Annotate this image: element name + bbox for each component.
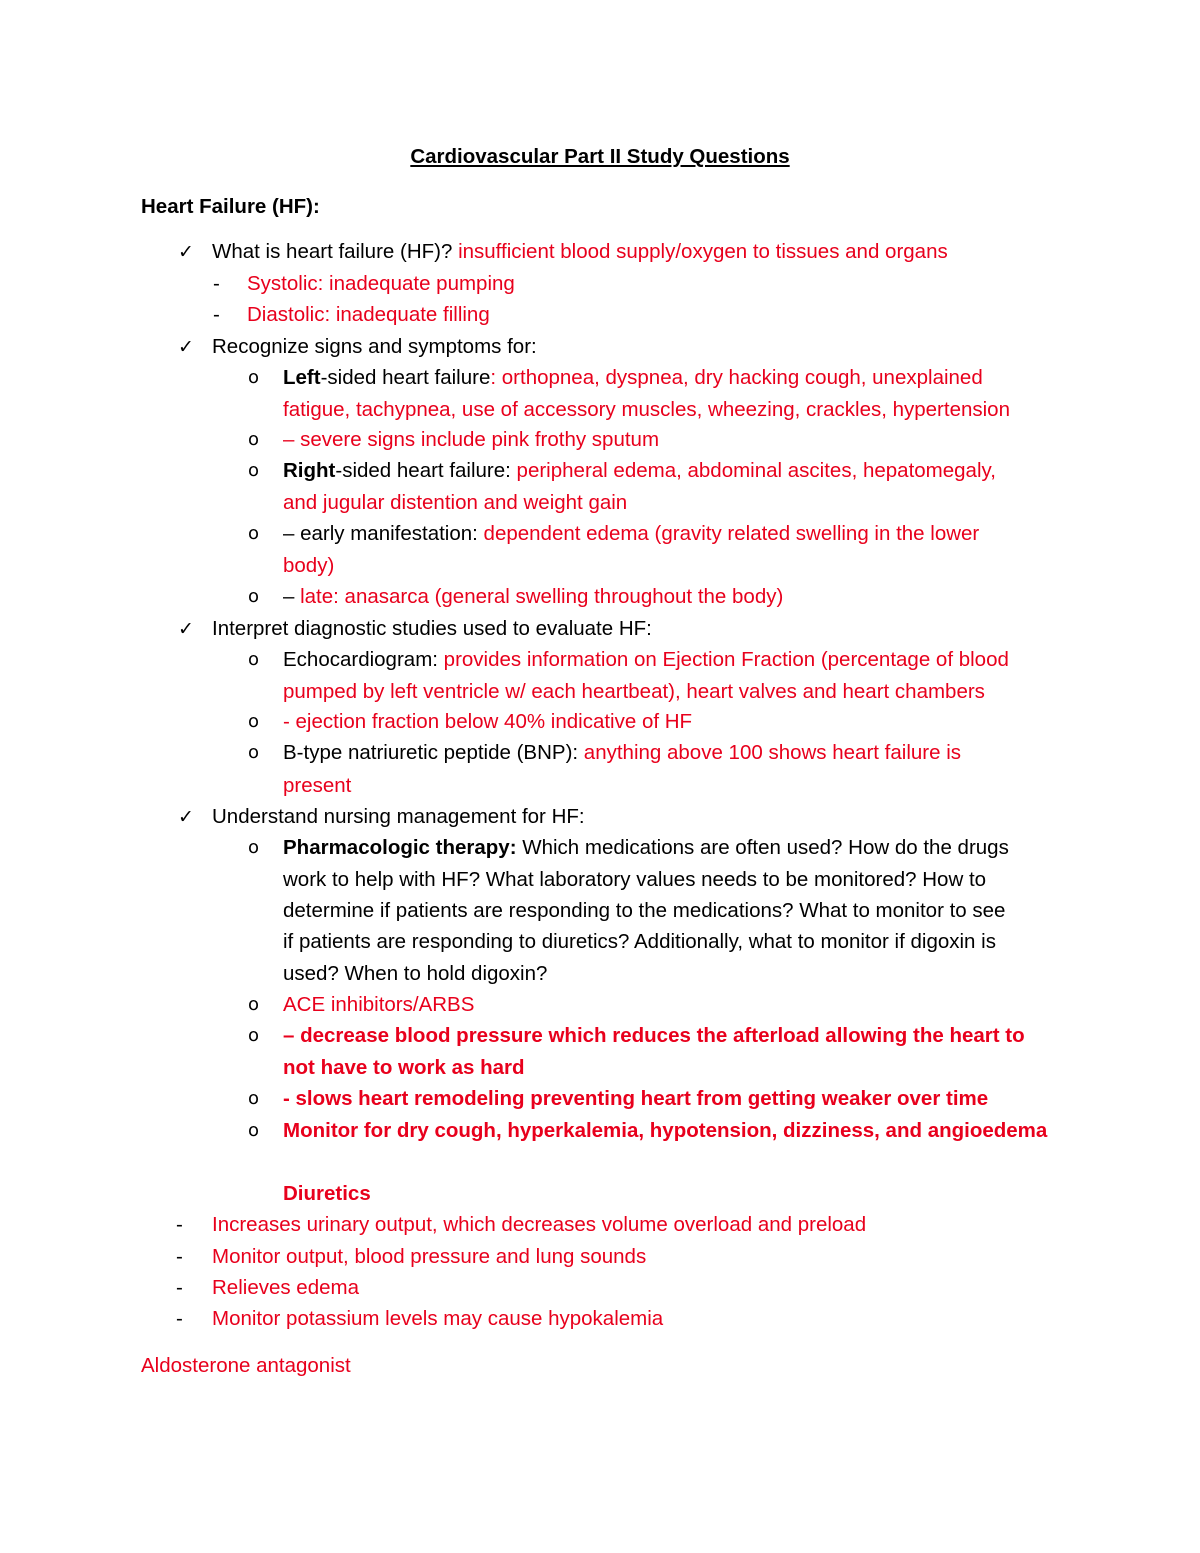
ace-heading: ACE inhibitors/ARBS [283,993,475,1016]
q2-question: Recognize signs and symptoms for: [212,335,537,358]
dash-bullet: - [176,1276,183,1299]
late-dash: – [283,585,295,608]
q1-answer: insufficient blood supply/oxygen to tissues and organs [452,240,948,263]
bnp-answer-2: present [283,774,352,797]
q1-systolic: Systolic: inadequate pumping [247,272,515,295]
left-severe: – severe signs include pink frothy sputum [283,428,660,451]
echo-answer-2: pumped by left ventricle w/ each heartbeat), heart valves and heart chambers [283,680,985,703]
circle-bullet-icon: o [248,1088,260,1109]
pharm-text-5: used? When to hold digoxin? [283,962,548,985]
circle-bullet-icon: o [248,711,260,732]
bnp-answer-1: anything above 100 shows heart failure is [578,741,962,764]
diuretics-heading: Diuretics [283,1182,371,1205]
aldosterone-heading: Aldosterone antagonist [141,1354,351,1377]
pharm-text-1: Which medications are often used? How do the drugs [516,836,1009,859]
ace-bp-2: not have to work as hard [283,1056,525,1079]
circle-bullet-icon: o [248,1025,260,1046]
echo-answer-1: provides information on Ejection Fraction (percentage of blood [437,648,1009,671]
circle-bullet-icon: o [248,429,260,450]
circle-bullet-icon: o [248,742,260,763]
left-bold: Left [283,366,321,389]
left-hf-line-1 [283,365,983,391]
dash-bullet: - [176,1307,183,1330]
late-line [283,584,783,610]
circle-bullet-icon: o [248,523,260,544]
dash-bullet: - [176,1213,183,1236]
right-hf-line-1 [283,458,996,484]
right-text: -sided heart failure: [335,459,511,482]
q4-question: Understand nursing management for HF: [212,805,585,828]
diuretics-item: Monitor potassium levels may cause hypokalemia [212,1307,664,1330]
dash-bullet: - [176,1245,183,1268]
left-answer-2: fatigue, tachypnea, use of accessory muscles, wheezing, crackles, hypertension [283,398,1010,421]
diuretics-item: Monitor output, blood pressure and lung sounds [212,1245,647,1268]
bnp-label: B-type natriuretic peptide (BNP): [283,741,579,764]
circle-bullet-icon: o [248,837,260,858]
q1-diastolic: Diastolic: inadequate filling [247,303,490,326]
left-answer-1: : orthopnea, dyspnea, dry hacking cough, unexplained [490,366,983,389]
ace-remodel: - slows heart remodeling preventing heart from getting weaker over time [283,1087,989,1110]
circle-bullet-icon: o [248,460,260,481]
right-bold: Right [283,459,336,482]
pharm-text-3: determine if patients are responding to the medications? What to monitor to see [283,899,1006,922]
checkmark-icon: ✓ [178,618,194,640]
early-label: – early manifestation: [283,522,478,545]
checkmark-icon: ✓ [178,336,194,358]
q1-question: What is heart failure (HF)? [212,240,453,263]
dash-bullet: - [213,272,220,295]
pharm-bold: Pharmacologic therapy: [283,836,517,859]
left-text: -sided heart failure [320,366,491,389]
page-title: Cardiovascular Part II Study Questions [410,145,790,168]
early-answer-1: dependent edema (gravity related swelling in the lower [477,522,980,545]
dash-bullet: - [213,303,220,326]
checkmark-icon: ✓ [178,241,194,263]
echo-label: Echocardiogram: [283,648,438,671]
echo-line-1 [283,647,1009,673]
ef-note: - ejection fraction below 40% indicative of HF [283,710,693,733]
pharm-text-4: if patients are responding to diuretics? Additionally, what to monitor if digoxin is [283,930,996,953]
circle-bullet-icon: o [248,1120,260,1141]
early-answer-2: body) [283,554,335,577]
diuretics-item: Increases urinary output, which decreases volume overload and preload [212,1213,867,1236]
ace-bp-1: – decrease blood pressure which reduces the afterload allowing the heart to [283,1024,1025,1047]
section-heading: Heart Failure (HF): [141,195,320,218]
bnp-line-1 [283,740,961,766]
q3-question: Interpret diagnostic studies used to evaluate HF: [212,617,652,640]
diuretics-item: Relieves edema [212,1276,359,1299]
right-answer-1: peripheral edema, abdominal ascites, hepatomegaly, [510,459,996,482]
circle-bullet-icon: o [248,994,260,1015]
circle-bullet-icon: o [248,586,260,607]
right-answer-2: and jugular distention and weight gain [283,491,628,514]
q1-line [212,239,948,265]
circle-bullet-icon: o [248,367,260,388]
early-line-1 [283,521,979,547]
checkmark-icon: ✓ [178,806,194,828]
pharm-line-1 [283,835,1009,861]
circle-bullet-icon: o [248,649,260,670]
late-answer: late: anasarca (general swelling throughout the body) [294,585,784,608]
pharm-text-2: work to help with HF? What laboratory values needs to be monitored? How to [283,868,987,891]
ace-monitor: Monitor for dry cough, hyperkalemia, hypotension, dizziness, and angioedema [283,1119,1048,1142]
